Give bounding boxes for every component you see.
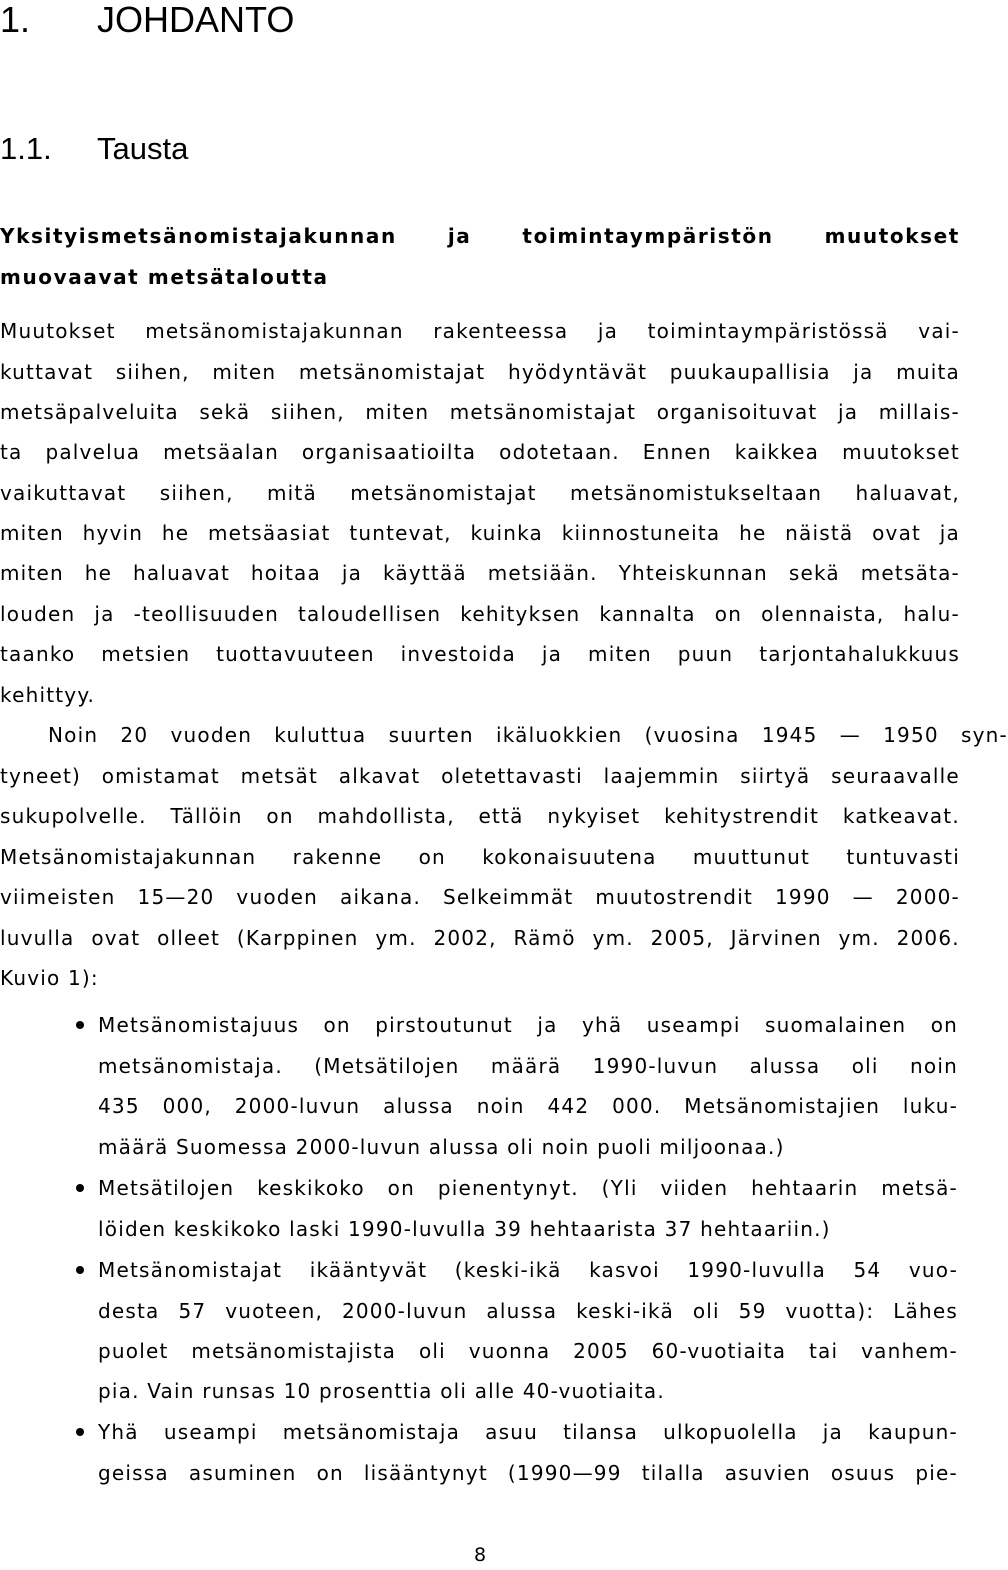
bullet-line: Yhä useampi metsänomistaja asuu tilansa ulkopuolella ja kaupun- [98, 1420, 958, 1444]
bullet-line: puolet metsänomistajista oli vuonna 2005 60-vuotiaita tai vanhem- [98, 1339, 958, 1363]
body-line: louden ja -teollisuuden taloudellisen kehityksen kannalta on olennaista, halu- [0, 602, 960, 626]
bullet-marker [76, 1266, 84, 1274]
page-number: 8 [473, 1544, 487, 1566]
bullet-line: metsänomistaja. (Metsätilojen määrä 1990-luvun alussa oli noin [98, 1054, 958, 1078]
bullet-line: löiden keskikoko laski 1990-luvulla 39 hehtaarista 37 hehtaariin.) [98, 1217, 831, 1241]
body-line: Muutokset metsänomistajakunnan rakenteessa ja toimintaympäristössä vai- [0, 319, 960, 343]
body-line: kehittyy. [0, 683, 96, 707]
body-line: kuttavat siihen, miten metsänomistajat hyödyntävät puukaupallisia ja muita [0, 360, 960, 384]
body-line: luvulla ovat olleet (Karppinen ym. 2002, Rämö ym. 2005, Järvinen ym. 2006. [0, 926, 960, 950]
bullet-line: Metsänomistajuus on pirstoutunut ja yhä useampi suomalainen on [98, 1013, 958, 1037]
bullet-line: Metsänomistajat ikääntyvät (keski-ikä kasvoi 1990-luvulla 54 vuo- [98, 1258, 958, 1282]
body-line: sukupolvelle. Tällöin on mahdollista, että nykyiset kehitystrendit katkeavat. [0, 804, 960, 828]
chapter-heading [0, 0, 294, 40]
bullet-line: pia. Vain runsas 10 prosenttia oli alle 40-vuotiaita. [98, 1379, 665, 1403]
bullet-marker [76, 1021, 84, 1029]
body-line: Noin 20 vuoden kuluttua suurten ikäluokkien (vuosina 1945 — 1950 syn- [48, 723, 1008, 747]
body-line: ta palvelua metsäalan organisaatioilta odotetaan. Ennen kaikkea muutokset [0, 440, 960, 464]
body-line: Kuvio 1): [0, 966, 99, 990]
bullet-line: 435 000, 2000-luvun alussa noin 442 000. Metsänomistajien luku- [98, 1094, 958, 1118]
body-line: miten hyvin he metsäasiat tuntevat, kuinka kiinnostuneita he näistä ovat ja [0, 521, 960, 545]
body-line: vaikuttavat siihen, mitä metsänomistajat metsänomistukseltaan haluavat, [0, 481, 960, 505]
body-line: tyneet) omistamat metsät alkavat oletettavasti laajemmin siirtyä seuraavalle [0, 764, 960, 788]
body-line: taanko metsien tuottavuuteen investoida ja miten puun tarjontahalukkuus [0, 642, 960, 666]
section-title: Tausta [97, 131, 189, 166]
chapter-number: 1. [0, 0, 31, 40]
body-line: viimeisten 15—20 vuoden aikana. Selkeimmät muutostrendit 1990 — 2000- [0, 885, 960, 909]
bullet-line: geissa asuminen on lisääntynyt (1990—99 tilalla asuvien osuus pie- [98, 1461, 958, 1485]
body-line: miten he haluavat hoitaa ja käyttää metsiään. Yhteiskunnan sekä metsäta- [0, 561, 960, 585]
bullet-marker [76, 1184, 84, 1192]
section-number: 1.1. [0, 131, 52, 166]
subheading-line: Yksityismetsänomistajakunnan ja toimintaympäristön muutokset [0, 224, 960, 248]
bullet-line: Metsätilojen keskikoko on pienentynyt. (Yli viiden hehtaarin metsä- [98, 1176, 958, 1200]
bullet-line: desta 57 vuoteen, 2000-luvun alussa keski-ikä oli 59 vuotta): Lähes [98, 1299, 958, 1323]
bullet-marker [76, 1428, 84, 1436]
section-heading [0, 130, 188, 168]
body-line: metsäpalveluita sekä siihen, miten metsänomistajat organisoituvat ja millais- [0, 400, 960, 424]
bullet-line: määrä Suomessa 2000-luvun alussa oli noin puoli miljoonaa.) [98, 1135, 785, 1159]
body-line: Metsänomistajakunnan rakenne on kokonaisuutena muuttunut tuntuvasti [0, 845, 960, 869]
chapter-title: JOHDANTO [97, 0, 295, 40]
subheading-line: muovaavat metsätaloutta [0, 265, 329, 289]
